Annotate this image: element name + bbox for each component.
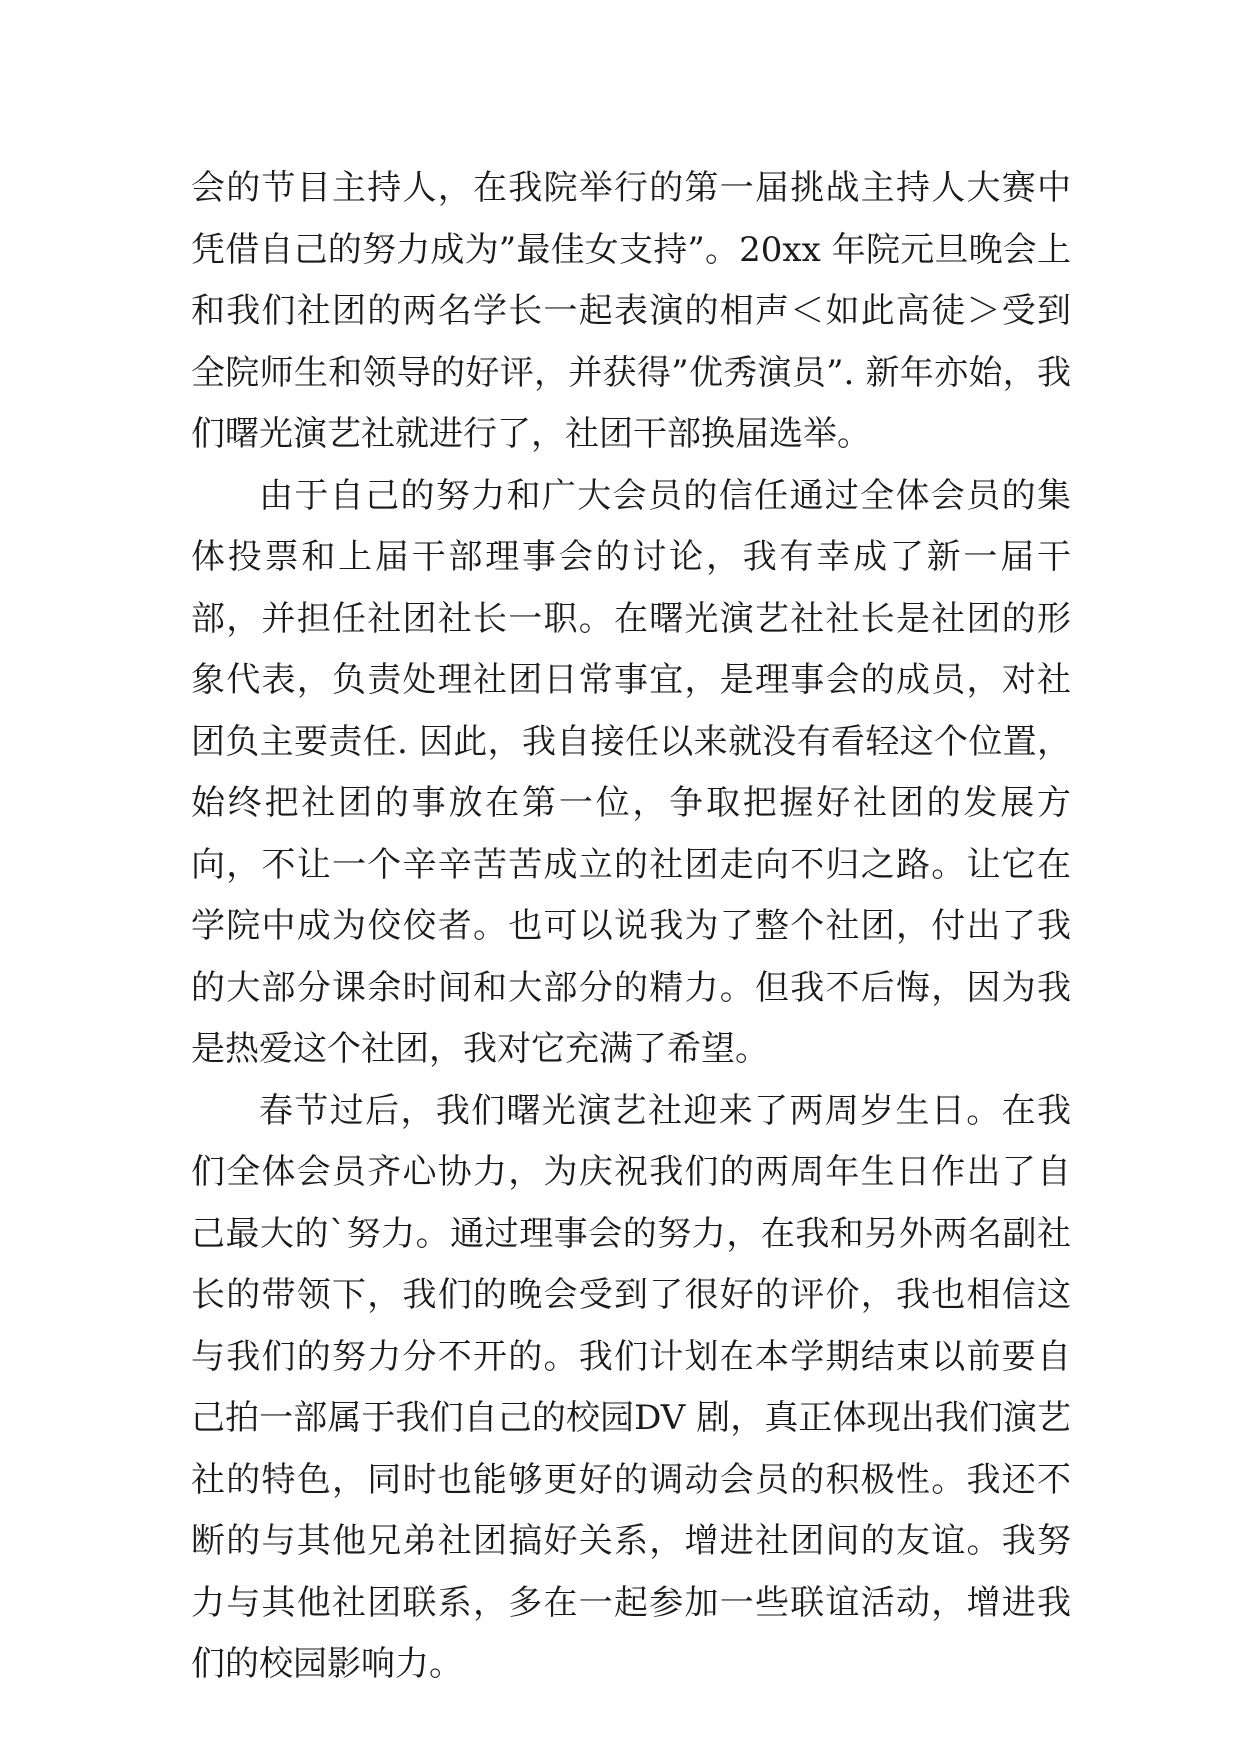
body-text — [191, 158, 1071, 1696]
paragraph-3: 春节过后，我们曙光演艺社迎来了两周岁生日。在我们全体会员齐心协力，为庆祝我们的两周年生日作出了自己最大的`努力。通过理事会的努力，在我和另外两名副社长的带领下，我们的晚会受到了很好的评价，我也相信这与我们的努力分不开的。我们计划在本学期结束以前要自己拍一部属于我们自己的校园DV 剧，真正体现出我们演艺社的特色，同时也能够更好的调动会员的积极性。我还不断的与其他兄弟社团搞好关系，增进社团间的友谊。我努力与其他社团联系，多在一起参加一些联谊活动，增进我们的校园影响力。 — [191, 1090, 1071, 1684]
paragraph-2: 由于自己的努力和广大会员的信任通过全体会员的集体投票和上届干部理事会的讨论，我有幸成了新一届干部，并担任社团社长一职。在曙光演艺社社长是社团的形象代表，负责处理社团日常事宜，是理事会的成员，对社团负主要责任. 因此，我自接任以来就没有看轻这个位置，始终把社团的事放在第一位，争取把握好社团的发展方向，不让一个辛辛苦苦成立的社团走向不归之路。让它在学院中成为佼佼者。也可以说我为了整个社团，付出了我的大部分课余时间和大部分的精力。但我不后悔，因为我是热爱这个社团，我对它充满了希望。 — [191, 475, 1071, 1069]
paragraph-1: 会的节目主持人，在我院举行的第一届挑战主持人大赛中凭借自己的努力成为”最佳女支持”。20xx 年院元旦晚会上和我们社团的两名学长一起表演的相声＜如此高徒＞受到全院师生和领导的好评，并获得”优秀演员”. 新年亦始，我们曙光演艺社就进行了，社团干部换届选举。 — [191, 168, 1071, 454]
